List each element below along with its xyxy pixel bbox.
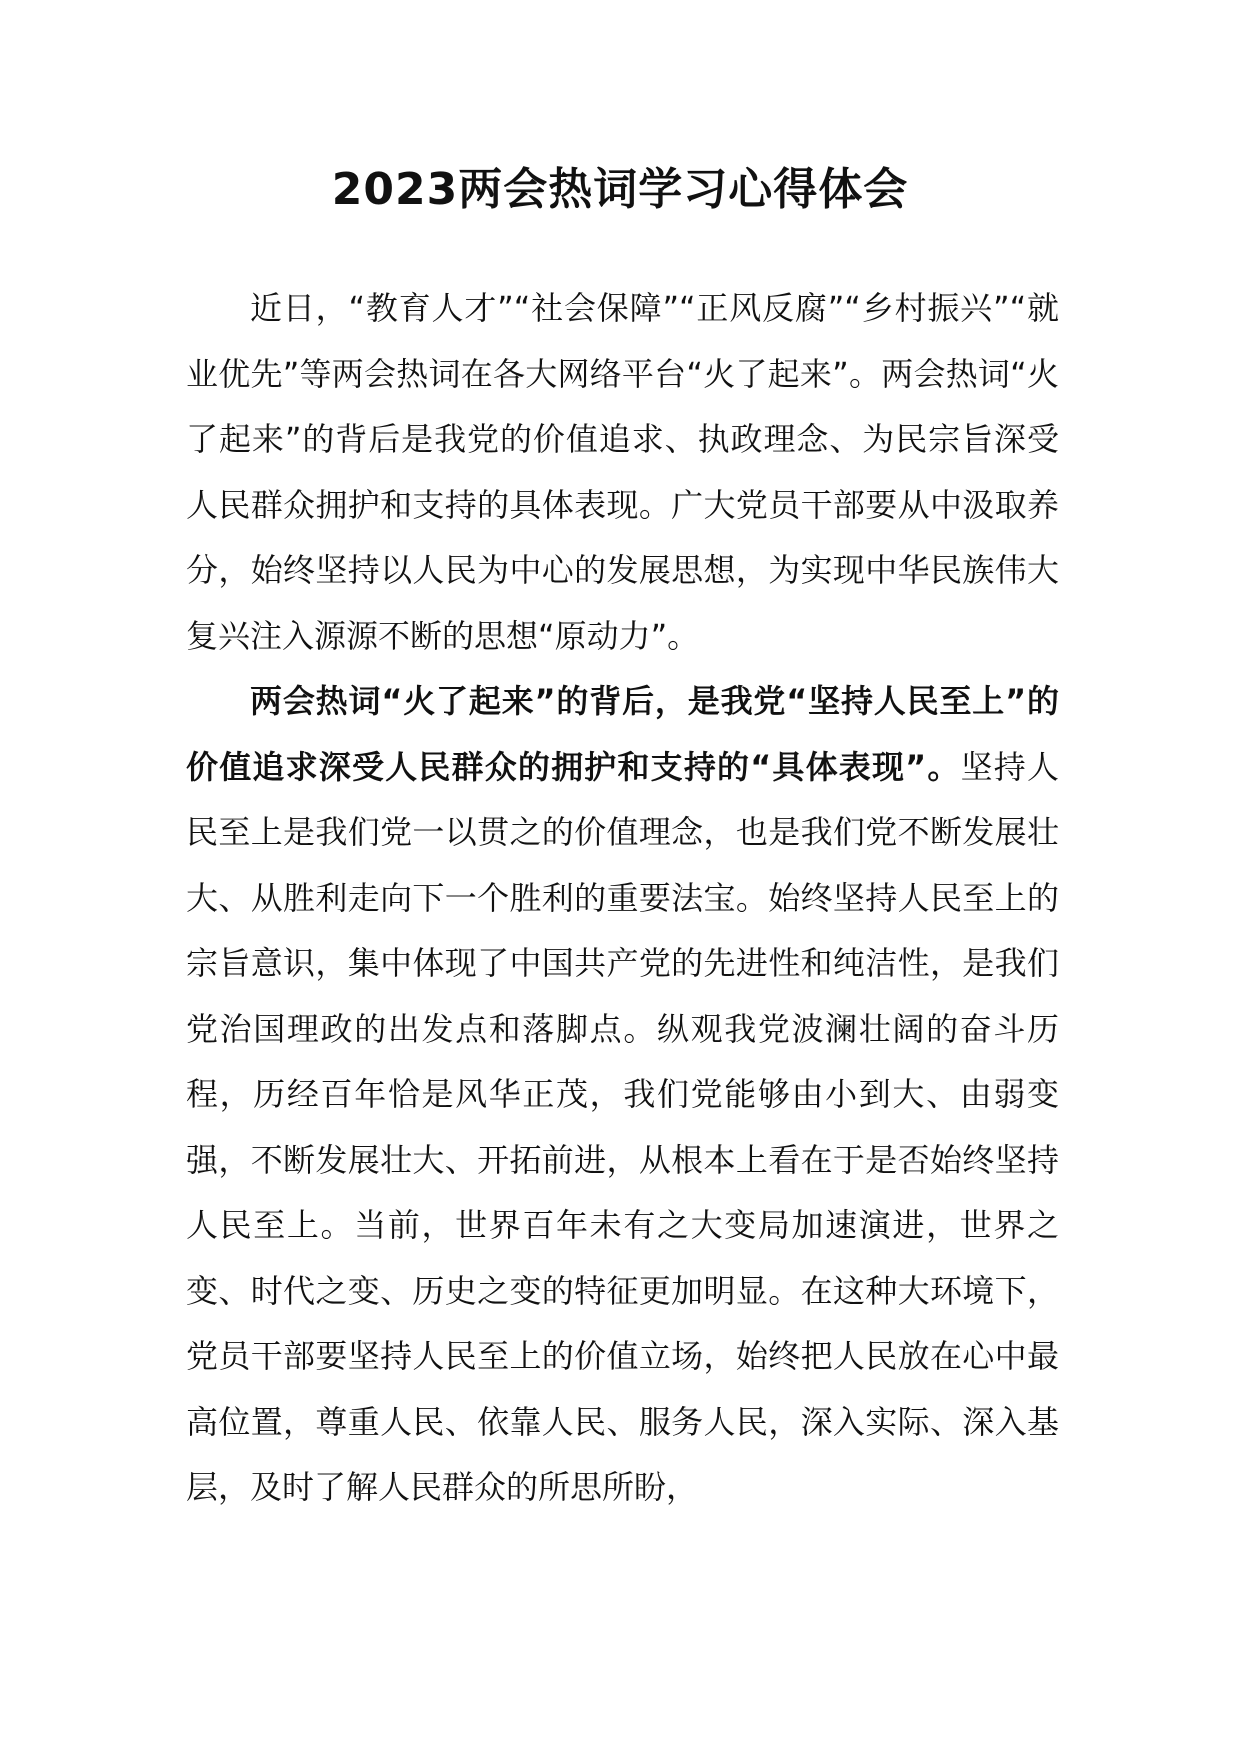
paragraph-text: 坚持人民至上是我们党一以贯之的价值理念，也是我们党不断发展壮大、从胜利走向下一个胜利的重要法宝。始终坚持人民至上的宗旨意识，集中体现了中国共产党的先进性和纯洁性，是我们党治国理政的出发点和落脚点。纵观我党波澜壮阔的奋斗历程，历经百年恰是风华正茂，我们党能够由小到大、由弱变强，不断发展壮大、开拓前进，从根本上看在于是否始终坚持人民至上。当前，世界百年未有之大变局加速演进，世界之变、时代之变、历史之变的特征更加明显。在这种大环境下，党员干部要坚持人民至上的价值立场，始终把人民放在心中最高位置，尊重人民、依靠人民、服务人民，深入实际、深入基层，及时了解人民群众的所思所盼， <box>186 747 1059 1506</box>
paragraph-text: 近日，“教育人才”“社会保障”“正风反腐”“乡村振兴”“就业优先”等两会热词在各大网络平台“火了起来”。两会热词“火了起来”的背后是我党的价值追求、执政理念、为民宗旨深受人民群众拥护和支持的具体表现。广大党员干部要从中汲取养分，始终坚持以人民为中心的发展思想，为实现中华民族伟大复兴注入源源不断的思想“原动力”。 <box>186 289 1059 655</box>
document-title: 2023两会热词学习心得体会 <box>331 164 909 215</box>
document-body <box>186 276 1059 1521</box>
paragraph-intro <box>186 276 1059 669</box>
paragraph-people-first <box>186 669 1059 1521</box>
paragraph-lead-bold: 两会热词“火了起来”的背后，是我党“坚持人民至上”的价值追求深受人民群众的拥护和支持的“具体表现”。 <box>186 682 1059 786</box>
